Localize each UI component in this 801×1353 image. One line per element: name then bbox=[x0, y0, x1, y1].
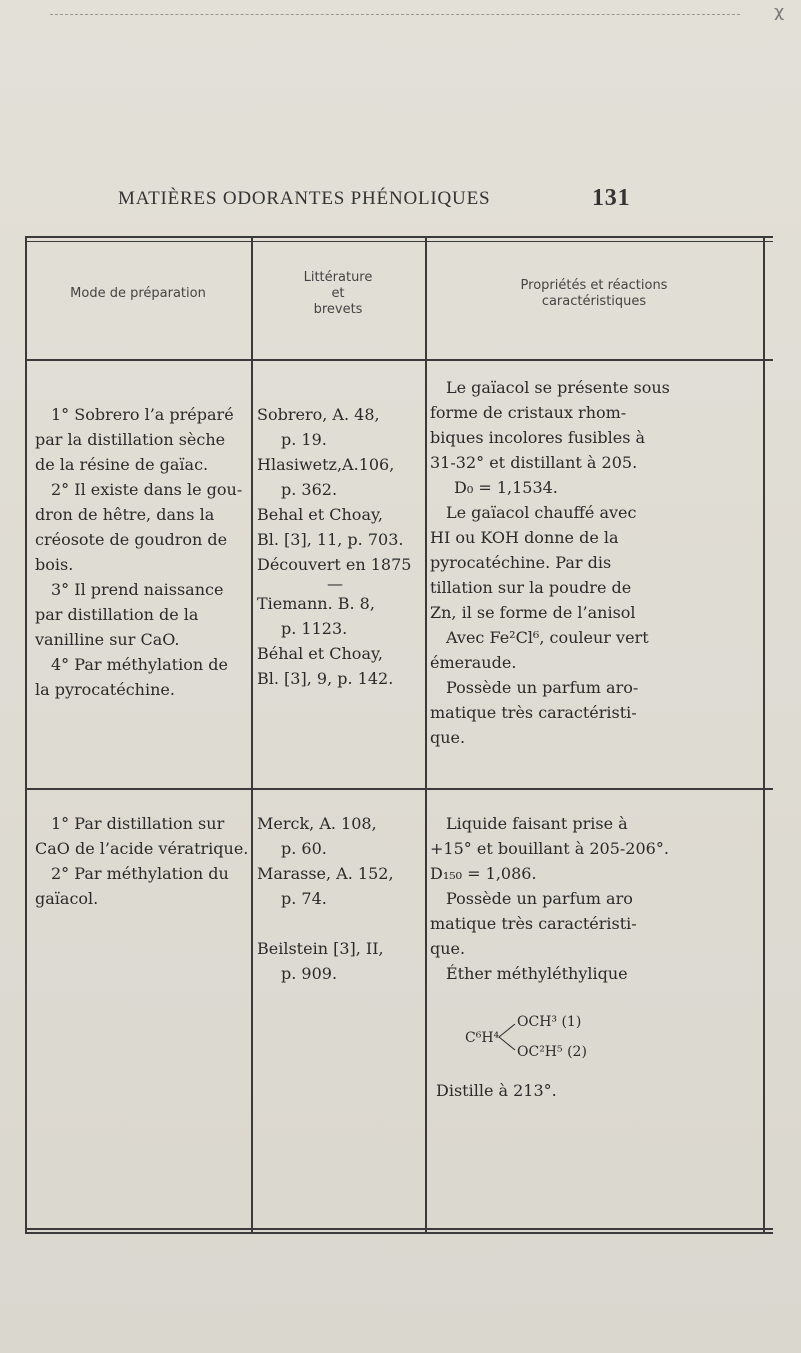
row2-proprietes-cell: Liquide faisant prise à +15° et bouillant à 205-206°. D₁₅₀ = 1,086. Possède un parfum aro matique très caractéristi- que. Éther méthyléthylique bbox=[430, 814, 669, 983]
corner-mark: ᵡ bbox=[774, 0, 785, 33]
row1-mode-cell: 1° Sobrero l’a préparé par la distillation sèche de la résine de gaïac. 2° Il existe dans le gou- dron de hêtre, dans la créosote de goudron de bois. 3° Il prend naissance par distillation de la vanilline sur CaO. 4° Par méthylation de la pyrocatéchine. bbox=[35, 405, 243, 699]
row1-litterature-cell: Sobrero, A. 48, p. 19. Hlasiwetz,A.106, p. 362. Behal et Choay, Bl. [3], 11, p. 703. Découvert en 1875 — Tiemann. B. 8, p. 1123. Béhal et Choay, Bl. [3], 9, p. 142. bbox=[257, 405, 412, 688]
col-header-litterature: Littérature et brevets bbox=[303, 270, 373, 317]
header-separator bbox=[25, 359, 773, 361]
row2-litterature-cell: Merck, A. 108, p. 60. Marasse, A. 152, p. 74. Beilstein [3], II, p. 909. bbox=[257, 814, 394, 983]
header-title-text: MATIÈRES ODORANTES PHÉNOLIQUES bbox=[118, 188, 491, 209]
chemical-formula bbox=[465, 1002, 615, 1072]
formula-diagram bbox=[465, 1002, 615, 1072]
running-header bbox=[118, 185, 678, 218]
formula-bottom: OC²H⁵ (2) bbox=[517, 1044, 587, 1060]
table-top-rule-2 bbox=[25, 241, 773, 242]
col-rule-2 bbox=[425, 236, 427, 1232]
col-rule-left bbox=[25, 236, 27, 1232]
top-dashed-rule bbox=[50, 14, 740, 16]
row1-proprietes-cell: Le gaïacol se présente sous forme de cristaux rhom- biques incolores fusibles à 31-32° et distillant à 205. D₀ = 1,1534. Le gaïacol chauffé avec HI ou KOH donne de la pyrocatéchine. Par dis tillation sur la poudre de Zn, il se forme de l’anisol Avec Fe²Cl⁶, couleur vert émeraude. Possède un parfum aro- matique très caractéristi- que. bbox=[430, 378, 670, 747]
col-header-proprietes: Propriétés et réactions caractéristiques bbox=[520, 278, 668, 309]
table-bottom-rule-2 bbox=[25, 1232, 773, 1234]
formula-top: OCH³ (1) bbox=[517, 1014, 582, 1030]
page-number: 131 bbox=[592, 185, 631, 211]
col-rule-right bbox=[763, 236, 765, 1232]
col-header-mode: Mode de préparation bbox=[70, 286, 206, 301]
formula-base: C⁶H⁴ bbox=[465, 1030, 500, 1046]
row-separator bbox=[25, 788, 773, 790]
table-top-rule bbox=[25, 236, 773, 238]
table-bottom-rule bbox=[25, 1228, 773, 1230]
col-rule-1 bbox=[251, 236, 253, 1232]
row2-mode-cell: 1° Par distillation sur CaO de l’acide vératrique. 2° Par méthylation du gaïacol. bbox=[35, 814, 249, 908]
formula-bond-top bbox=[499, 1024, 515, 1037]
formula-bond-bottom bbox=[499, 1037, 515, 1050]
row2-prop-end: Distille à 213°. bbox=[436, 1081, 557, 1100]
